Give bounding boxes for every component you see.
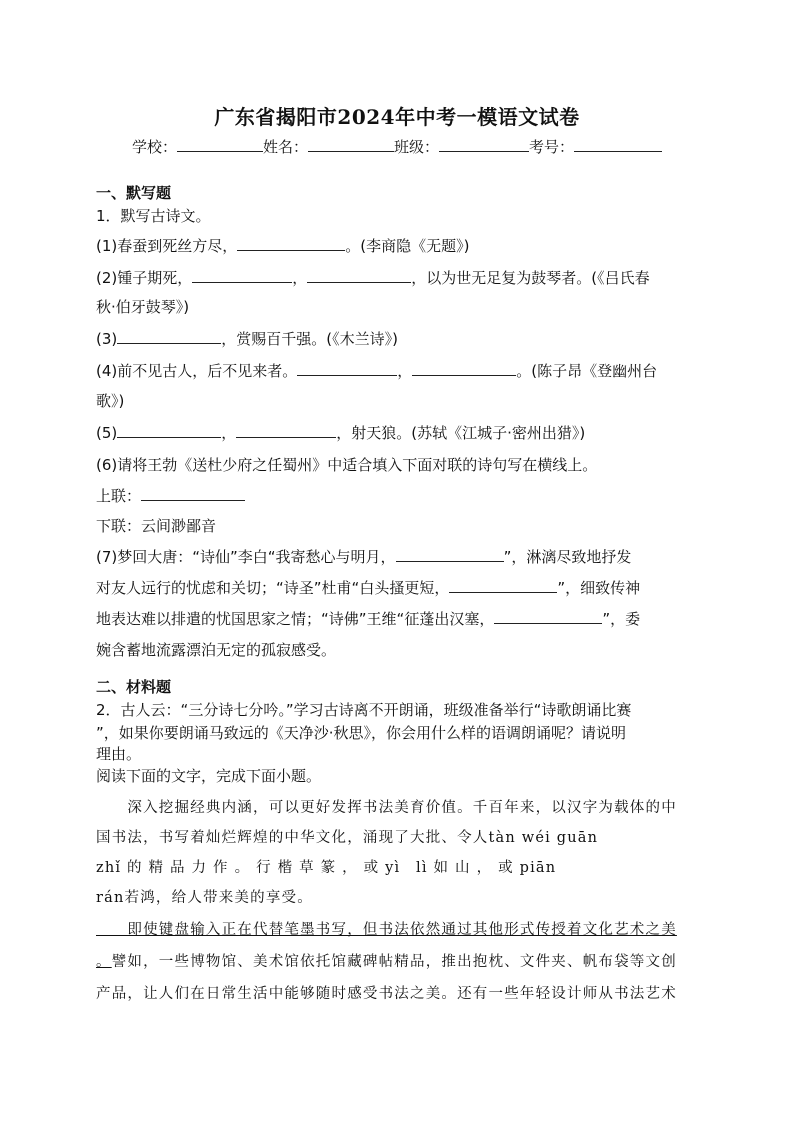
item-7-line-4: 婉含蓄地流露漂泊无定的孤寂感受。: [96, 641, 337, 659]
class-label: 班级：: [394, 138, 440, 156]
question-2-line-1: 2．古人云：“三分诗七分吟。”学习古诗离不开朗诵，班级准备举行“诗歌朗诵比赛: [96, 701, 632, 719]
item-1-text: (1)春蚕到死丝方尽，: [96, 237, 238, 255]
passage-p1-line-3: zhǐ 的 精 品 力 作 。 行 楷 草 篆 ， 或 yì lì 如 山 ， 或 piān: [96, 860, 557, 876]
answer-blank[interactable]: [141, 486, 245, 501]
question-2-line-3: 理由。: [96, 745, 142, 763]
class-blank[interactable]: [439, 136, 529, 152]
item-7-text: 对友人远行的忧虑和关切；“诗圣”杜甫“白头搔更短，: [96, 579, 450, 597]
answer-blank[interactable]: [412, 361, 516, 376]
item-5: [96, 423, 706, 443]
item-5-text: ，射天狼。(苏轼《江城子·密州出猎》): [336, 424, 586, 442]
item-7-text: (7)梦回大唐：“诗仙”李白“我寄愁心与明月，: [96, 548, 396, 566]
item-5-number: (5): [96, 424, 118, 442]
passage-p1-line-1: 深入挖掘经典内涵，可以更好发挥书法美育价值。千百年来，以汉字为载体的中: [96, 800, 677, 816]
student-info-line: [0, 136, 794, 157]
answer-blank[interactable]: [117, 423, 221, 438]
passage-p1-line-4: rán若鸿，给人带来美的享受。: [96, 890, 313, 906]
item-2-source: ，以为世无足复为鼓琴者。(《吕氏春: [411, 269, 650, 287]
item-2: [96, 268, 706, 288]
item-6: (6)请将王勃《送杜少府之任蜀州》中适合填入下面对联的诗句写在横线上。: [96, 456, 598, 474]
passage-text: 譬如，一些博物馆、美术馆依托馆藏碑帖精品，推出抱枕、文件夹、帆布袋等文创: [111, 954, 677, 970]
item-7-text: ”，委: [602, 610, 641, 628]
passage-p2-line-1: 即使键盘输入正在代替笔墨书写，但书法依然通过其他形式传授着文化艺术之美: [96, 922, 677, 938]
school-label: 学校：: [131, 138, 177, 156]
item-7-line-2: [96, 578, 706, 598]
item-2-text: (2)锺子期死，: [96, 269, 193, 287]
answer-blank[interactable]: [117, 329, 221, 344]
answer-blank[interactable]: [307, 268, 411, 283]
answer-blank[interactable]: [494, 609, 602, 624]
item-7-text: ”，淋漓尽致地抒发: [503, 548, 632, 566]
item-7-line-3: [96, 609, 706, 629]
name-blank[interactable]: [308, 136, 394, 152]
item-2-continued: 秋·伯牙鼓琴》): [96, 298, 190, 316]
answer-blank[interactable]: [396, 547, 504, 562]
exam-no-blank[interactable]: [574, 136, 662, 152]
passage-p1-line-2: 国书法，书写着灿烂辉煌的中华文化，涌现了大批、令人tàn wéi guān: [96, 830, 599, 846]
reading-prompt: 阅读下面的文字，完成下面小题。: [96, 767, 322, 785]
item-4-text: (4)前不见古人，后不见来者。: [96, 362, 298, 380]
exam-no-label: 考号：: [529, 138, 575, 156]
exam-title: 广东省揭阳市2024年中考一模语文试卷: [214, 105, 580, 129]
answer-blank[interactable]: [297, 361, 397, 376]
item-2-comma: ，: [292, 269, 308, 287]
item-1: [96, 236, 706, 256]
name-label: 姓名：: [262, 138, 308, 156]
item-7-text: ”，细致传神: [557, 579, 641, 597]
item-3-text: ，赏赐百千强。(《木兰诗》): [221, 330, 398, 348]
couplet-lower: 下联：云间渺鄙音: [96, 517, 217, 535]
item-5-comma: ，: [221, 424, 237, 442]
school-blank[interactable]: [177, 136, 263, 152]
question-2-line-2: ”，如果你要朗诵马致远的《天净沙·秋思》，你会用什么样的语调朗诵呢？请说明: [96, 724, 627, 742]
section-heading-dictation: 一、默写题: [96, 184, 172, 202]
answer-blank[interactable]: [192, 268, 292, 283]
passage-p2-line-3: 产品，让人们在日常生活中能够随时感受书法之美。还有一些年轻设计师从书法艺术: [96, 986, 677, 1002]
item-4-comma: ，: [397, 362, 413, 380]
item-4-source: 。(陈子昂《登幽州台: [516, 362, 658, 380]
passage-p2-line-2: [96, 952, 698, 972]
answer-blank[interactable]: [237, 236, 345, 251]
answer-blank[interactable]: [236, 423, 336, 438]
item-7-line-1: [96, 547, 706, 567]
underlined-period: 。: [96, 954, 112, 970]
item-1-source: 。(李商隐《无题》): [345, 237, 470, 255]
question-1-stem: 1．默写古诗文。: [96, 207, 211, 225]
item-3-number: (3): [96, 330, 118, 348]
answer-blank[interactable]: [449, 578, 557, 593]
upper-label: 上联：: [96, 487, 142, 505]
item-3: [96, 329, 706, 349]
couplet-upper: [96, 486, 706, 506]
item-7-text: 地表达难以排遣的忧国思家之情；“诗佛”王维“征蓬出汉塞，: [96, 610, 495, 628]
section-heading-material: 二、材料题: [96, 678, 172, 696]
item-4: [96, 361, 706, 381]
item-4-continued: 歌》): [96, 392, 125, 410]
